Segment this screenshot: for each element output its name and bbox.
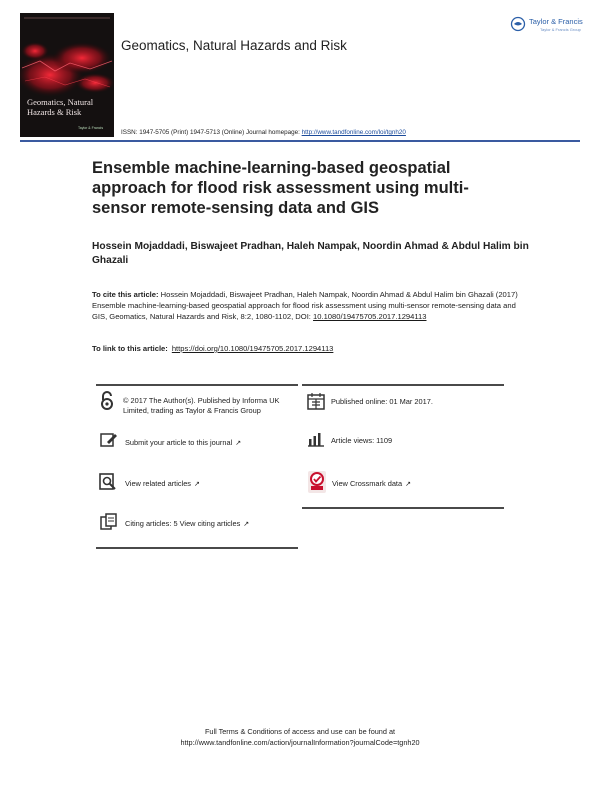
cover-red-texture xyxy=(20,13,114,137)
cover-publisher-mark: Taylor & Francis xyxy=(78,126,104,130)
article-title: Ensemble machine-learning-based geospatial approach for flood risk assessment using multi-sensor remote-sensing data and GIS xyxy=(92,159,469,217)
submit-article-link[interactable] xyxy=(125,438,241,449)
calendar-icon xyxy=(307,392,325,410)
header-divider xyxy=(20,140,580,142)
info-rule-right-top xyxy=(302,384,504,386)
issn-line xyxy=(121,129,406,136)
publisher-logo-group: Taylor & Francis Group xyxy=(540,27,581,32)
article-views-icon xyxy=(307,431,325,447)
issn-text: ISSN: 1947-5705 (Print) 1947-5713 (Online) Journal homepage: xyxy=(121,129,302,136)
taylor-francis-logo-icon xyxy=(510,16,526,32)
publisher-logo-name: Taylor & Francis xyxy=(529,17,583,26)
info-rule-right-bottom xyxy=(302,507,504,509)
publisher-logo[interactable] xyxy=(510,15,585,37)
crossmark-link[interactable] xyxy=(332,479,411,490)
info-rule-left-bottom xyxy=(96,547,298,549)
submit-article-label: Submit your article to this journal xyxy=(125,438,233,447)
citing-articles-icon xyxy=(100,513,118,531)
cite-label: To cite this article: xyxy=(92,290,159,299)
license-text: © 2017 The Author(s). Published by Informa UK Limited, trading as Taylor & Francis Group xyxy=(123,396,280,415)
published-online-text: Published online: 01 Mar 2017. xyxy=(331,397,433,406)
article-views-text: Article views: 1109 xyxy=(331,436,393,445)
journal-homepage-link[interactable]: http://www.tandfonline.com/loi/tgnh20 xyxy=(301,129,406,136)
article-doi-link[interactable]: https://doi.org/10.1080/19475705.2017.1294113 xyxy=(171,344,334,353)
cite-text: Hossein Mojaddadi, Biswajeet Pradhan, Haleh Nampak, Noordin Ahmad & Abdul Halim bin Ghazali (2017) Ensemble machine-learning-based geospatial approach for flood risk assessment using multi-sensor remote-sensing data and GIS, Geomatics, Natural Hazards and Risk, 8:2, 1080-1102, DOI: xyxy=(92,290,518,321)
footer-terms-text: Full Terms & Conditions of access and use can be found at xyxy=(204,727,396,736)
citing-articles-label: Citing articles: 5 View citing articles xyxy=(125,519,241,528)
journal-cover-image xyxy=(20,13,114,137)
link-line xyxy=(92,344,333,353)
footer xyxy=(0,727,600,748)
crossmark-label: View Crossmark data xyxy=(332,479,403,488)
related-articles-label: View related articles xyxy=(125,479,191,488)
footer-terms-url[interactable]: http://www.tandfonline.com/action/journalInformation?journalCode=tgnh20 xyxy=(180,737,420,747)
external-link-icon: ↗ xyxy=(243,521,250,528)
cite-doi-link[interactable]: 10.1080/19475705.2017.1294113 xyxy=(313,311,427,321)
citing-articles-link[interactable] xyxy=(125,519,249,530)
crossmark-icon xyxy=(308,471,326,493)
link-label: To link to this article: xyxy=(92,344,168,353)
related-articles-icon xyxy=(99,473,117,491)
related-articles-link[interactable] xyxy=(125,479,200,490)
open-access-icon xyxy=(99,391,115,411)
journal-title: Geomatics, Natural Hazards and Risk xyxy=(121,38,347,53)
article-authors: Hossein Mojaddadi, Biswajeet Pradhan, Haleh Nampak, Noordin Ahmad & Abdul Halim bin Ghazali xyxy=(92,241,529,266)
citation-block xyxy=(92,290,522,322)
external-link-icon: ↗ xyxy=(235,440,242,447)
external-link-icon: ↗ xyxy=(194,481,200,488)
submit-article-icon xyxy=(100,432,118,448)
external-link-icon: ↗ xyxy=(405,481,411,488)
cover-title: Geomatics, Natural Hazards & Risk xyxy=(27,97,94,117)
info-rule-left-top xyxy=(96,384,298,386)
